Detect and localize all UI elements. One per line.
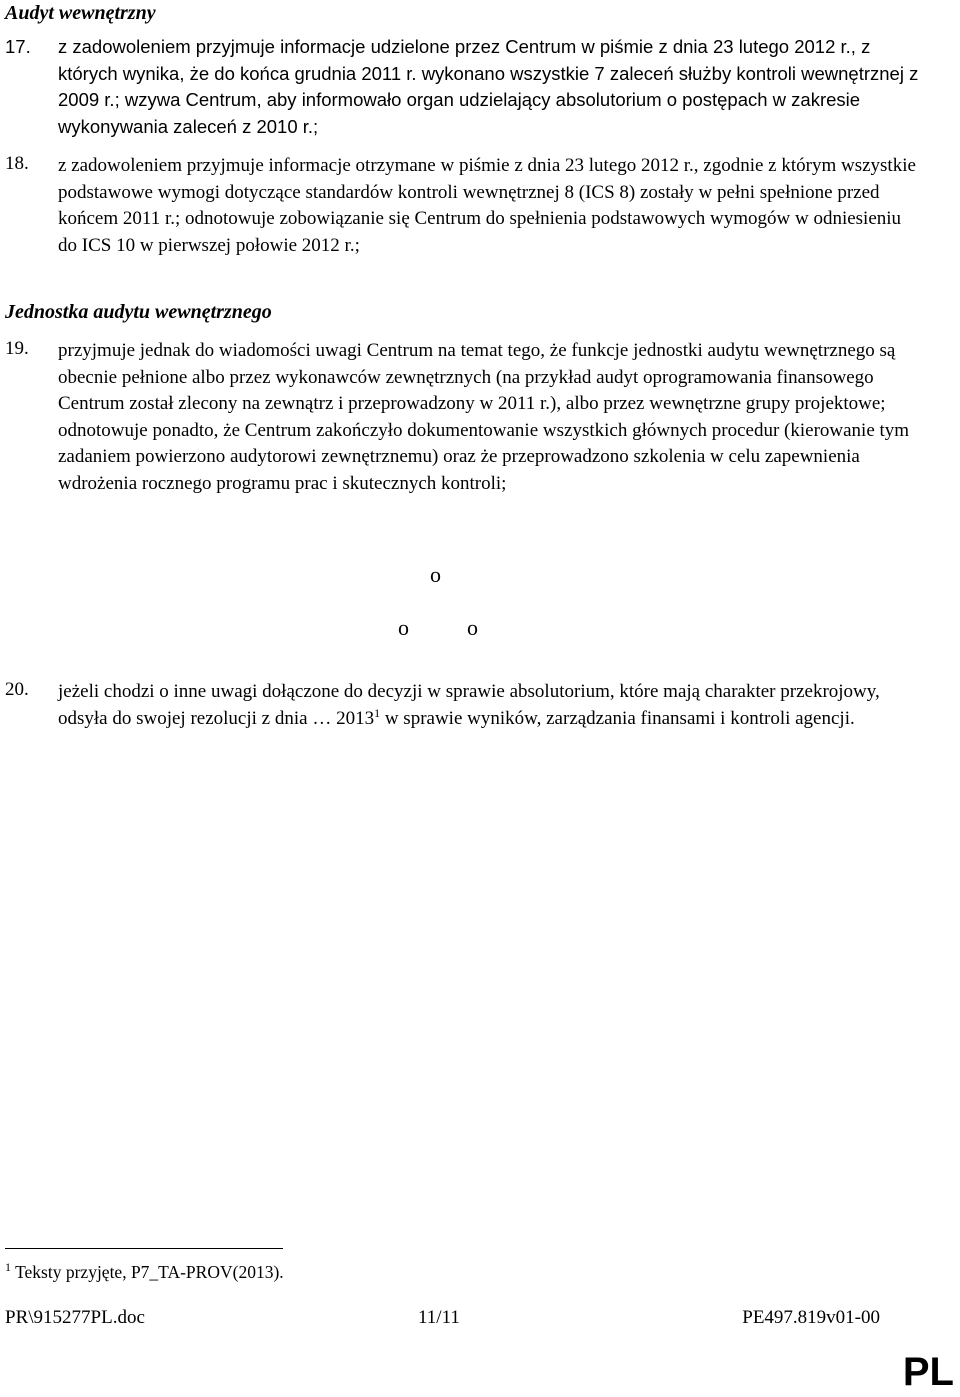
footnote [5, 1261, 284, 1283]
footer-language-code: PL [902, 1350, 954, 1394]
separator-circle-left: o [398, 615, 409, 640]
footer-doc-ref: PR\915277PL.doc [5, 1307, 145, 1328]
paragraph-20 [5, 679, 920, 732]
section-heading-audit: Audyt wewnętrzny [5, 2, 156, 24]
separator-circle-top: o [430, 562, 441, 587]
footer-pe-ref: PE497.819v01-00 [742, 1307, 880, 1328]
paragraph-number: 18. [5, 153, 29, 174]
paragraph-text: przyjmuje jednak do wiadomości uwagi Centrum na temat tego, że funkcje jednostki audytu wewnętrznego są obecnie pełnione albo przez wykonawców zewnętrznych (na przykład audyt oprogramowania finansowego Centrum został zlecony na zewnątrz i przeprowadzony w 2011 r.), albo przez wewnętrzne grupy projektowe; odnotowuje ponadto, że Centrum zakończyło dokumentowanie wszystkich głównych procedur (kierowanie tym zadaniem powierzono audytorowi zewnętrznemu) oraz że przeprowadzono szkolenia w celu zapewnienia wdrożenia rocznego programu prac i skutecznych kontroli; [58, 340, 910, 494]
paragraph-19 [5, 338, 920, 497]
paragraph-number: 17. [5, 36, 31, 57]
footer-page-number: 11/11 [418, 1307, 460, 1328]
paragraph-17 [5, 34, 920, 140]
separator-circle-right: o [467, 615, 478, 640]
paragraph-18 [5, 153, 920, 259]
footnote-marker: 1 [5, 1260, 11, 1274]
paragraph-text: z zadowoleniem przyjmuje informacje otrzymane w piśmie z dnia 23 lutego 2012 r., zgodnie z którym wszystkie podstawowe wymogi dotyczące standardów kontroli wewnętrznej 8 (ICS 8) zostały w pełni spełnione przed końcem 2011 r.; odnotowuje zobowiązanie się Centrum do spełnienia podstawowych wymogów w odniesieniu do ICS 10 w pierwszej połowie 2012 r.; [58, 155, 916, 256]
paragraph-text: jeżeli chodzi o inne uwagi dołączone do decyzji w sprawie absolutorium, które mają charakter przekrojowy, odsyła do swojej rezolucji z dnia … 2013$^1$ w sprawie wyników, zarządzania finansami i kontroli agencji. [58, 681, 880, 729]
section-heading-internal-audit-unit: Jednostka audytu wewnętrznego [5, 301, 272, 323]
paragraph-number: 20. [5, 679, 29, 700]
paragraph-number: 19. [5, 338, 29, 359]
footnote-text: Teksty przyjęte, P7_TA-PROV(2013). [15, 1262, 284, 1282]
footnote-divider [5, 1248, 283, 1249]
paragraph-text: z zadowoleniem przyjmuje informacje udzielone przez Centrum w piśmie z dnia 23 lutego 2012 r., z których wynika, że do końca grudnia 2011 r. wykonano wszystkie 7 zaleceń służby kontroli wewnętrznej z 2009 r.; wzywa Centrum, aby informowało organ udzielający absolutorium o postępach w zakresie wykonywania zaleceń z 2010 r.; [58, 36, 919, 137]
footnote-reference: 1 [374, 705, 381, 720]
